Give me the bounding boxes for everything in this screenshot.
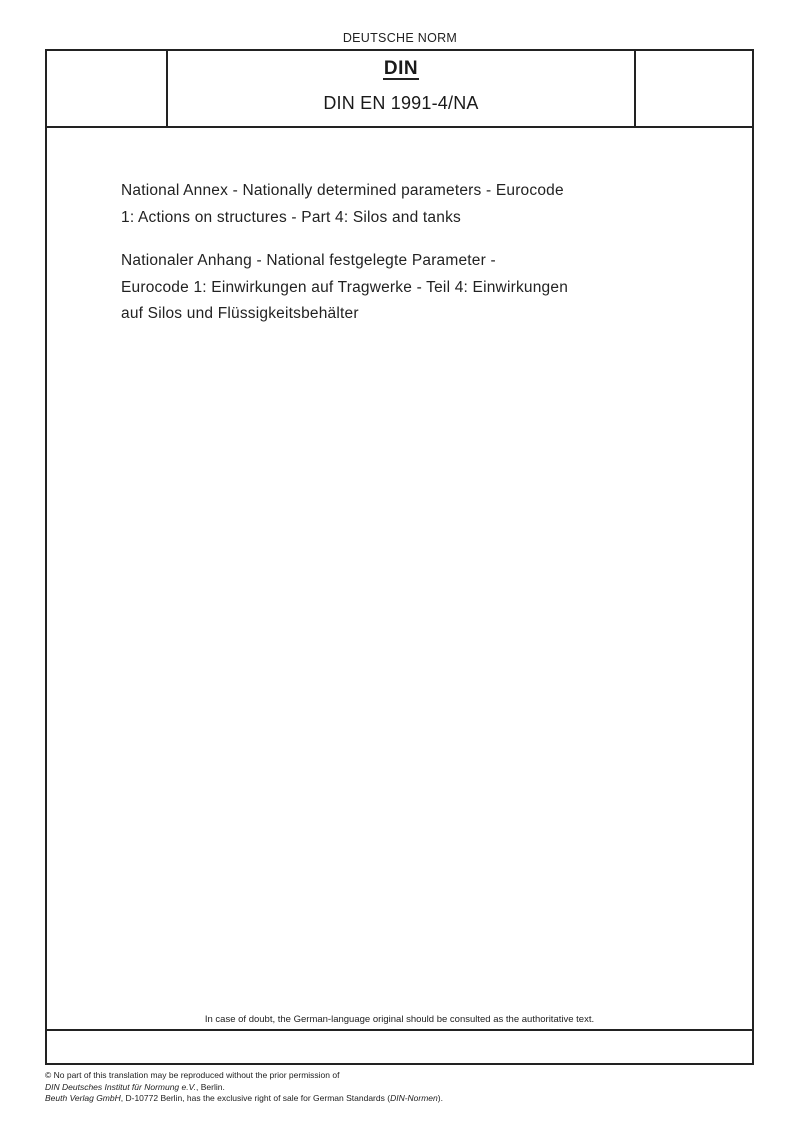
title-german-line-3: auf Silos und Flüssigkeitsbehälter [121,305,359,322]
title-german-line-1: Nationaler Anhang - National festgelegte Parameter - [121,252,496,269]
copyright-footer [45,1070,765,1105]
header-cell-left [47,51,168,126]
footer-line-3 [45,1093,765,1105]
footer-din-normen: DIN-Normen [390,1093,438,1103]
title-english-line-2: 1: Actions on structures - Part 4: Silos and tanks [121,208,461,226]
title-english-line-1: National Annex - Nationally determined parameters - Eurocode [121,182,564,199]
footer-beuth-verlag: Beuth Verlag GmbH [45,1093,121,1103]
title-german [121,248,681,328]
title-block [121,178,681,328]
din-logo [168,58,634,80]
footer-line-2 [45,1082,765,1094]
header-row [47,51,752,128]
document-frame [45,49,754,1065]
din-logo-text: DIN [383,58,419,79]
footer-line-1: © No part of this translation may be reproduced without the prior permission of [45,1070,340,1080]
footer-line-3-mid: , D-10772 Berlin, has the exclusive right of sale for German Standards ( [120,1093,391,1103]
document-number: DIN EN 1991-4/NA [323,93,479,113]
top-label: DEUTSCHE NORM [342,31,458,45]
footer-line-3-end: ). [437,1093,443,1103]
footer-din-institute: DIN Deutsches Institut für Normung e.V. [45,1081,197,1092]
footer-line-2-rest: , Berlin. [196,1081,225,1092]
header-cell-center [168,51,634,126]
bottom-divider [47,1029,752,1031]
header-cell-right [634,51,752,126]
title-english [121,178,681,231]
authoritative-text-note: In case of doubt, the German-language original should be consulted as the authoritative text. [204,1014,595,1025]
title-german-line-2: Eurocode 1: Einwirkungen auf Tragwerke - Teil 4: Einwirkungen [121,278,569,296]
